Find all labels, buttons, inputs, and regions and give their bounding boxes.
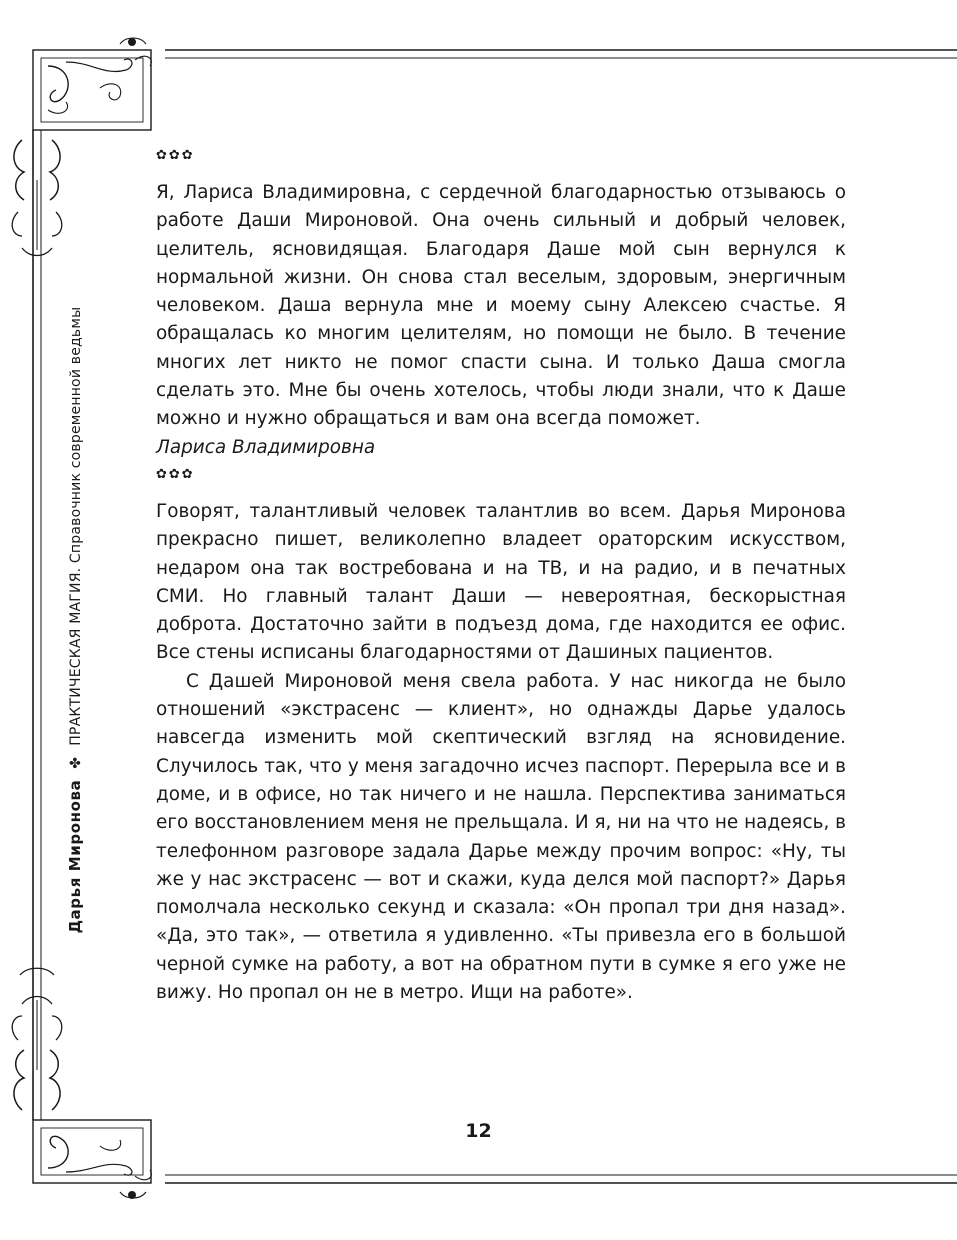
running-head <box>63 270 87 970</box>
section-flourish-2: ✿✿✿ <box>156 466 195 482</box>
testimonial-1-paragraph-1: Я, Лариса Владимировна, с сердечной благодарностью отзываюсь о работе Даши Мироновой. Она очень сильный и добрый человек, целитель, ясновидящая. Благодаря Даше мой сын вернулся к нормальной жизни. Он снова стал веселым, здоровым, энергичным человеком. Даша вернула мне и моему сыну Алексею счастье. Я обращалась ко многим целителям, но помощи не было. В течение многих лет никто не помог спасти сына. И только Даша смогла сделать это. Мне бы очень хотелось, чтобы люди знали, что к Даше можно и нужно обращаться и вам она всегда поможет. <box>156 182 846 430</box>
flower-ornament-icon: ✤ <box>68 756 84 769</box>
testimonial-2-paragraph-1: Говорят, талантливый человек талантлив во всем. Дарья Миронова прекрасно пишет, великолепно владеет ораторским искусством, недаром она так востребована и на ТВ, и на радио, и в печатных СМИ. Но главный талант Даши — невероятная, бескорыстная доброта. Достаточно зайти в подъезд дома, где находится ее офис. Все стены исписаны благодарностями от Дашиных пациентов. <box>156 500 846 664</box>
running-head-book-title: ПРАКТИЧЕСКАЯ МАГИЯ. Справочник современной ведьмы <box>68 306 84 746</box>
running-head-author: Дарья Миронова <box>66 779 84 934</box>
testimonial-2-paragraph-2: С Дашей Мироновой меня свела работа. У нас никогда не было отношений «экстрасенс — клиент», но однажды Дарье удалось навсегда изменить мой скептический взгляд на ясновидение. Случилось так, что у меня загадочно исчез паспорт. Перерыла все и в доме, и в офисе, но так ничего и не нашла. Перспектива заниматься его восстановлением меня не прельщала. И я, ни на что не надеясь, в телефонном разговоре задала Дарье между прочим вопрос: «Ну, ты же у нас экстрасенс — вот и скажи, куда делся мой паспорт?» Дарья помолчала несколько секунд и сказала: «Он пропал три дня назад». «Да, это так», — ответила я удивленно. «Ты привезла его в большой черной сумке на работу, а вот на обратном пути в сумке я его уже не вижу. Но пропал он не в метро. Ищи на работе». <box>156 670 846 1004</box>
section-flourish-1: ✿✿✿ <box>156 148 195 163</box>
page-body <box>156 143 846 1007</box>
page-number: 12 <box>465 1120 492 1142</box>
testimonial-1-signature: Лариса Владимировна <box>156 436 376 458</box>
